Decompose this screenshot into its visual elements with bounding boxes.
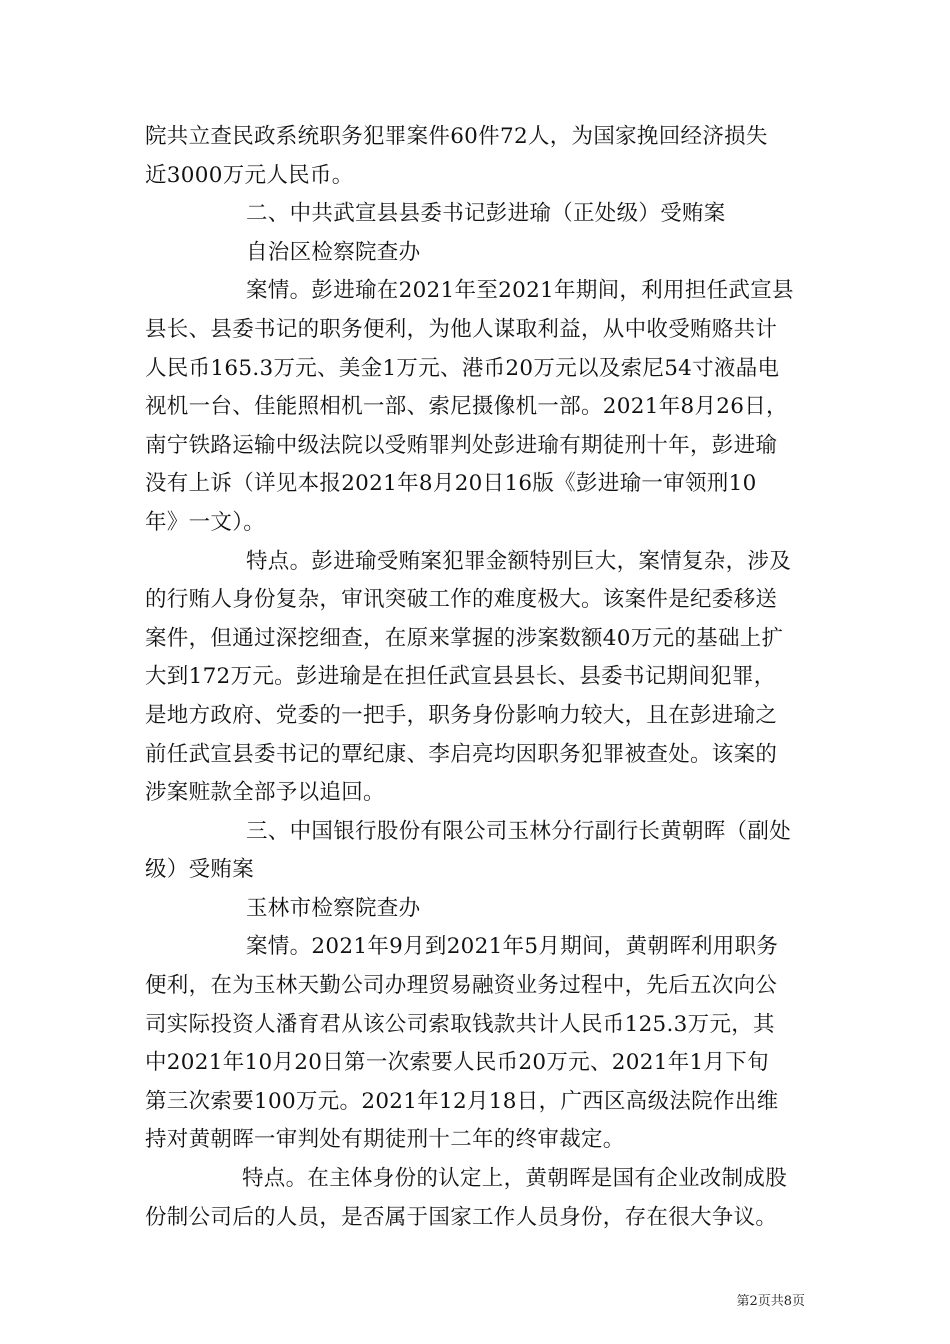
text-line: 人民币165.3万元、美金1万元、港币20万元以及索尼54寸液晶电 (145, 355, 780, 381)
text-line: 年》一文）。 (145, 509, 266, 535)
text-line: 是地方政府、党委的一把手，职务身份影响力较大，且在彭进瑜之 (145, 702, 778, 728)
text-line: 自治区检察院查办 (246, 239, 421, 265)
text-line: 视机一台、佳能照相机一部、索尼摄像机一部。2021年8月26日， (145, 394, 788, 420)
text-line: 玉林市检察院查办 (246, 895, 421, 921)
text-line: 司实际投资人潘育君从该公司索取钱款共计人民币125.3万元，其 (145, 1011, 775, 1037)
document-body (145, 118, 810, 1237)
text-line: 第三次索要100万元。2021年12月18日，广西区高级法院作出维 (145, 1088, 779, 1114)
text-line: 持对黄朝晖一审判处有期徒刑十二年的终审裁定。 (145, 1127, 625, 1153)
text-line: 的行贿人身份复杂，审讯突破工作的难度极大。该案件是纪委移送 (145, 587, 778, 613)
text-line: 大到172万元。彭进瑜是在担任武宣县县长、县委书记期间犯罪， (145, 664, 776, 690)
text-line: 前任武宣县委书记的覃纪康、李启亮均因职务犯罪被查处。该案的 (145, 741, 778, 767)
text-line: 县长、县委书记的职务便利，为他人谋取利益，从中收受贿赂共计 (145, 316, 778, 342)
page-number: 第2页共8页 (736, 1294, 805, 1309)
text-line: 近3000万元人民币。 (145, 162, 354, 188)
text-line: 院共立查民政系统职务犯罪案件60件72人，为国家挽回经济损失 (145, 124, 768, 149)
text-line: 南宁铁路运输中级法院以受贿罪判处彭进瑜有期徒刑十年，彭进瑜 (145, 432, 778, 458)
text-line: 没有上诉（详见本报2021年8月20日16版《彭进瑜一审领刑10 (145, 471, 757, 497)
text-line: 案件，但通过深挖细查，在原来掌握的涉案数额40万元的基础上扩 (145, 625, 784, 651)
text-line: 份制公司后的人员，是否属于国家工作人员身份，存在很大争议。 (145, 1204, 778, 1230)
text-line: 中2021年10月20日第一次索要人民币20万元、2021年1月下旬 (145, 1050, 769, 1076)
text-line: 级）受贿案 (145, 857, 255, 883)
text-line: 三、中国银行股份有限公司玉林分行副行长黄朝晖（副处 (246, 818, 792, 844)
text-line: 案情。彭进瑜在2021年至2021年期间，利用担任武宣县 (246, 278, 794, 304)
text-line: 二、中共武宣县县委书记彭进瑜（正处级）受贿案 (246, 201, 726, 227)
text-line: 案情。2021年9月到2021年5月期间，黄朝晖利用职务 (246, 934, 779, 960)
text-line: 便利，在为玉林天勤公司办理贸易融资业务过程中，先后五次向公 (145, 973, 778, 999)
text-line: 涉案赃款全部予以追回。 (145, 780, 385, 806)
text-line: 特点。彭进瑜受贿案犯罪金额特别巨大，案情复杂，涉及 (246, 548, 792, 574)
text-line: 特点。在主体身份的认定上，黄朝晖是国有企业改制成股 (242, 1166, 788, 1192)
